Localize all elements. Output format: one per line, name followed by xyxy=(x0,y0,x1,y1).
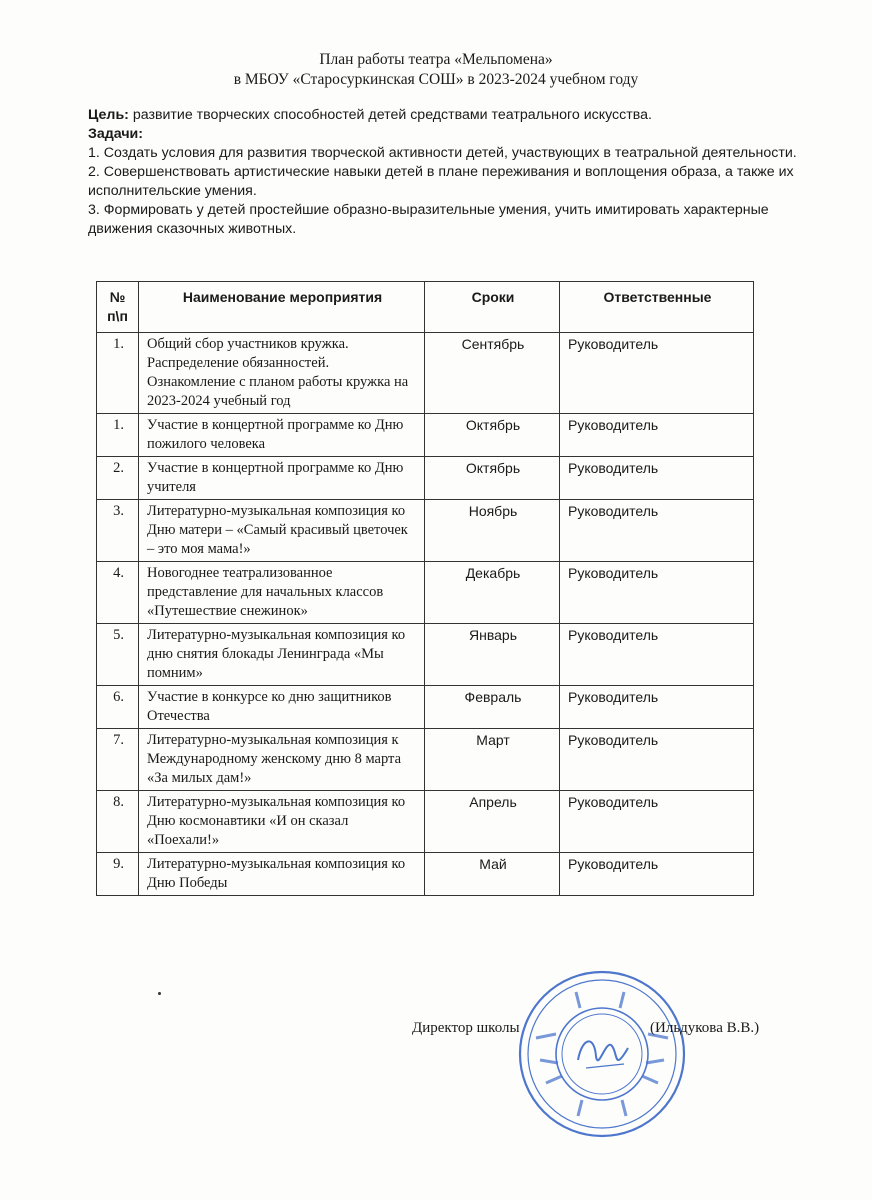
row-responsible: Руководитель xyxy=(560,562,754,624)
title-line-1: План работы театра «Мельпомена» xyxy=(319,51,553,68)
row-responsible: Руководитель xyxy=(560,686,754,729)
goal-line xyxy=(88,106,798,125)
row-term: Октябрь xyxy=(425,457,560,500)
row-term: Ноябрь xyxy=(425,500,560,562)
row-responsible: Руководитель xyxy=(560,457,754,500)
row-num: 5. xyxy=(97,624,139,686)
scan-artifact xyxy=(158,992,161,995)
row-num: 1. xyxy=(97,333,139,414)
table-row xyxy=(97,624,754,686)
row-num: 1. xyxy=(97,414,139,457)
row-term: Март xyxy=(425,729,560,791)
row-name: Общий сбор участников кружка. Распределение обязанностей. Ознакомление с планом работы кружка на 2023-2024 учебный год xyxy=(139,333,425,414)
row-term: Май xyxy=(425,853,560,896)
row-num: 6. xyxy=(97,686,139,729)
task-item-2: 2. Совершенствовать артистические навыки детей в плане переживания и воплощения образа, а также их исполнительские умения. xyxy=(88,164,794,199)
table-row xyxy=(97,457,754,500)
table-row xyxy=(97,333,754,414)
row-term: Декабрь xyxy=(425,562,560,624)
goal-text: развитие творческих способностей детей средствами театрального искусства. xyxy=(128,107,652,123)
header-num: № п\п xyxy=(97,282,139,333)
header-responsible: Ответственные xyxy=(560,282,754,333)
row-responsible: Руководитель xyxy=(560,500,754,562)
title-line-2: в МБОУ «Старосуркинская СОШ» в 2023-2024 учебном году xyxy=(233,71,639,88)
row-num: 9. xyxy=(97,853,139,896)
table-row xyxy=(97,729,754,791)
goal-label: Цель: xyxy=(88,107,129,123)
director-name: (Ильдукова В.В.) xyxy=(650,1020,760,1036)
table-row xyxy=(97,414,754,457)
official-stamp-icon xyxy=(516,968,688,1140)
row-num: 3. xyxy=(97,500,139,562)
task-item-3: 3. Формировать у детей простейшие образно-выразительные умения, учить имитировать характерные движения сказочных животных. xyxy=(88,202,769,237)
page-title xyxy=(0,50,872,90)
row-name: Литературно-музыкальная композиция ко дню снятия блокады Ленинграда «Мы помним» xyxy=(139,624,425,686)
row-responsible: Руководитель xyxy=(560,853,754,896)
table-row xyxy=(97,853,754,896)
row-name: Литературно-музыкальная композиция ко Дню космонавтики «И он сказал «Поехали!» xyxy=(139,791,425,853)
row-responsible: Руководитель xyxy=(560,791,754,853)
table-row xyxy=(97,562,754,624)
row-responsible: Руководитель xyxy=(560,414,754,457)
row-num: 2. xyxy=(97,457,139,500)
table-header-row xyxy=(97,282,754,333)
row-term: Февраль xyxy=(425,686,560,729)
row-term: Январь xyxy=(425,624,560,686)
row-num: 7. xyxy=(97,729,139,791)
row-responsible: Руководитель xyxy=(560,729,754,791)
row-name: Участие в концертной программе ко Дню пожилого человека xyxy=(139,414,425,457)
row-num: 8. xyxy=(97,791,139,853)
task-item-1: 1. Создать условия для развития творческой активности детей, участвующих в театральной деятельности. xyxy=(88,145,797,161)
row-term: Сентябрь xyxy=(425,333,560,414)
events-table xyxy=(96,281,754,896)
header-term: Сроки xyxy=(425,282,560,333)
header-name: Наименование мероприятия xyxy=(139,282,425,333)
row-responsible: Руководитель xyxy=(560,333,754,414)
row-name: Литературно-музыкальная композиция ко Дню Победы xyxy=(139,853,425,896)
director-label: Директор школы xyxy=(412,1020,520,1036)
row-term: Апрель xyxy=(425,791,560,853)
table-row xyxy=(97,791,754,853)
row-num: 4. xyxy=(97,562,139,624)
table-row xyxy=(97,686,754,729)
goals-section xyxy=(88,106,798,239)
row-name: Литературно-музыкальная композиция ко Дню матери – «Самый красивый цветочек – это моя мама!» xyxy=(139,500,425,562)
row-name: Новогоднее театрализованное представление для начальных классов «Путешествие снежинок» xyxy=(139,562,425,624)
table-row xyxy=(97,500,754,562)
row-term: Октябрь xyxy=(425,414,560,457)
row-name: Участие в концертной программе ко Дню учителя xyxy=(139,457,425,500)
row-responsible: Руководитель xyxy=(560,624,754,686)
tasks-label: Задачи: xyxy=(88,126,144,142)
row-name: Участие в конкурсе ко дню защитников Отечества xyxy=(139,686,425,729)
row-name: Литературно-музыкальная композиция к Международному женскому дню 8 марта «За милых дам!» xyxy=(139,729,425,791)
